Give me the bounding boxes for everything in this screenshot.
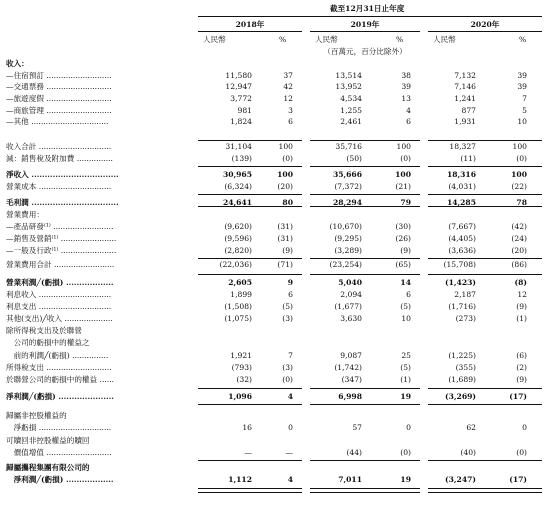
pct-2018: 6 — [288, 117, 293, 126]
pct-2020: 100 — [511, 170, 527, 179]
pct-2019: (21) — [395, 182, 411, 191]
pct-2018: 80 — [282, 198, 293, 207]
pct-2019: (30) — [395, 222, 411, 231]
value-2018: 12,947 — [225, 82, 252, 91]
pct-2020: (0) — [516, 154, 527, 163]
pct-2018: (31) — [277, 234, 293, 243]
pct-2019: (5) — [400, 363, 411, 372]
row-label: 毛利潤 ................................. — [6, 198, 119, 207]
row-label: —旅遊度假 ........................... — [6, 94, 112, 103]
row-label: 營業費用合計 ......................... — [6, 260, 115, 269]
row-label: 價值增值 ........................... — [6, 448, 112, 457]
value-2020: 2,187 — [454, 290, 476, 299]
value-2018: (9,620) — [224, 222, 252, 231]
value-2019: 9,087 — [340, 351, 362, 360]
rule — [310, 140, 420, 141]
value-2019: 35,666 — [332, 170, 362, 179]
value-2018: 981 — [237, 106, 252, 115]
row-label: —產品研發⁽¹⁾ ......................... — [6, 222, 114, 231]
value-2019: 1,255 — [340, 106, 362, 115]
pct-2018: 0 — [288, 423, 293, 432]
value-2020: 18,316 — [446, 170, 476, 179]
value-2020: 14,285 — [446, 198, 476, 207]
row-label: 淨利潤╱(虧損) ..................... — [6, 392, 114, 401]
value-2020: (355) — [455, 363, 476, 372]
pct-2018: 4 — [287, 475, 293, 484]
value-2018: 1,112 — [228, 475, 252, 484]
pct-2020: (9) — [516, 375, 527, 384]
value-2020: (1,423) — [445, 278, 476, 287]
value-2019: 5,040 — [338, 278, 362, 287]
value-2020: (3,247) — [445, 475, 476, 484]
double-rule — [310, 488, 420, 493]
value-2019: (3,289) — [334, 246, 362, 255]
pct-2020: (2) — [516, 363, 527, 372]
pct-2019: 6 — [406, 290, 411, 299]
row-label: 所得稅支出 ........................... — [6, 363, 112, 372]
pct-2019: (1) — [400, 375, 411, 384]
value-2019: 7,011 — [338, 475, 362, 484]
value-2018: (22,036) — [219, 260, 252, 269]
percent-label-2019: % — [396, 35, 404, 44]
pct-2018: (9) — [282, 246, 293, 255]
value-2020: (15,708) — [443, 260, 476, 269]
rule — [428, 140, 542, 141]
value-2020: (40) — [460, 448, 476, 457]
pct-2020: (42) — [511, 222, 527, 231]
value-2018: 1,824 — [230, 117, 252, 126]
pct-2019: (9) — [400, 246, 411, 255]
row-label: 收入合計 .............................. — [6, 142, 112, 151]
value-2019: 6,998 — [338, 392, 362, 401]
year-2020: 2020年 — [470, 20, 500, 29]
pct-2020: 100 — [512, 142, 527, 151]
value-2019: (1,742) — [334, 363, 362, 372]
pct-2019: (65) — [395, 260, 411, 269]
pct-2019: (26) — [395, 234, 411, 243]
value-2020: 7,146 — [454, 82, 476, 91]
value-2019: (347) — [341, 375, 362, 384]
pct-2019: 13 — [401, 94, 411, 103]
rule — [198, 404, 302, 405]
row-label: 收入： — [6, 59, 29, 68]
pct-2019: 10 — [401, 314, 411, 323]
rule — [198, 460, 302, 461]
pct-2018: 37 — [283, 71, 293, 80]
row-label: 公司的虧損中的權益之 — [6, 338, 90, 347]
pct-2020: 5 — [522, 106, 527, 115]
rule — [198, 140, 302, 141]
percent-label-2020: % — [519, 35, 527, 44]
row-label: 利息收入 .............................. — [6, 290, 112, 299]
row-label: 利息支出 .............................. — [6, 302, 112, 311]
pct-2020: (8) — [514, 278, 527, 287]
row-label: 歸屬非控股權益的 — [6, 411, 67, 420]
period-heading: 截至12月31日止年度 — [330, 4, 405, 13]
pct-2018: 7 — [288, 351, 293, 360]
value-2019: 13,514 — [335, 71, 362, 80]
rule — [428, 194, 542, 195]
value-2019: 57 — [352, 423, 362, 432]
rule — [310, 388, 420, 389]
pct-2018: 6 — [288, 290, 293, 299]
pct-2018: 100 — [278, 142, 293, 151]
value-2020: (4,031) — [448, 182, 476, 191]
rule — [310, 258, 420, 259]
value-2020: (11) — [460, 154, 476, 163]
pct-2018: (3) — [282, 314, 293, 323]
pct-2018: (3) — [282, 363, 293, 372]
pct-2018: — — [285, 448, 293, 457]
value-2019: (9,295) — [334, 234, 362, 243]
value-2019: 28,294 — [332, 198, 362, 207]
value-2020: (1,225) — [448, 351, 476, 360]
pct-2019: (0) — [400, 154, 411, 163]
rule — [428, 404, 542, 405]
value-2018: 1,899 — [230, 290, 252, 299]
pct-2020: (0) — [516, 448, 527, 457]
value-2019: 35,716 — [335, 142, 362, 151]
year-2018: 2018年 — [235, 20, 265, 29]
pct-2019: 100 — [396, 142, 411, 151]
rule — [428, 274, 542, 275]
double-rule — [428, 488, 542, 493]
pct-2018: (0) — [282, 154, 293, 163]
pct-2019: 4 — [406, 106, 411, 115]
pct-2019: (5) — [400, 302, 411, 311]
pct-2020: (20) — [511, 246, 527, 255]
value-2020: 7,132 — [454, 71, 476, 80]
pct-2019: 14 — [400, 278, 411, 287]
value-2018: 3,772 — [230, 94, 252, 103]
pct-2019: 19 — [400, 392, 411, 401]
pct-2018: 9 — [287, 278, 293, 287]
row-label: 營業費用： — [6, 210, 44, 219]
pct-2019: 79 — [400, 198, 411, 207]
row-label: 歸屬攜程集團有限公司的 — [6, 463, 90, 472]
pct-2020: (17) — [509, 392, 527, 401]
pct-2019: 0 — [406, 423, 411, 432]
pct-2019: 38 — [401, 71, 411, 80]
value-2018: (1,508) — [224, 302, 252, 311]
value-2019: (23,254) — [329, 260, 362, 269]
pct-2018: 12 — [283, 94, 293, 103]
row-label: —銷售及營銷⁽¹⁾ ....................... — [6, 234, 117, 243]
rule — [198, 388, 302, 389]
row-label: —住宿預訂 ........................... — [6, 71, 112, 80]
value-2019: 4,534 — [340, 94, 362, 103]
pct-2018: 4 — [287, 392, 293, 401]
pct-2018: (5) — [282, 302, 293, 311]
rule — [198, 206, 302, 207]
pct-2020: 0 — [522, 423, 527, 432]
unit-note: （百萬元，百分比除外） — [323, 47, 407, 56]
pct-2020: (17) — [509, 475, 527, 484]
value-2018: 11,580 — [225, 71, 252, 80]
double-rule — [198, 488, 302, 493]
pct-2018: (0) — [282, 375, 293, 384]
pct-2020: 10 — [517, 117, 527, 126]
rule — [198, 258, 302, 259]
value-2020: (3,636) — [448, 246, 476, 255]
year-2019: 2019年 — [350, 20, 380, 29]
value-2018: (2,820) — [224, 246, 252, 255]
pct-2020: 78 — [516, 198, 527, 207]
rule — [198, 194, 302, 195]
value-2018: (139) — [231, 154, 252, 163]
row-label: 淨虧損 .............................. — [6, 423, 112, 432]
value-2020: (3,269) — [445, 392, 476, 401]
value-2020: (7,667) — [448, 222, 476, 231]
row-label: 前的利潤╱(虧損) ............... — [6, 351, 109, 360]
row-label: 除所得稅支出及於聯營 — [6, 326, 82, 335]
pct-2018: (20) — [277, 182, 293, 191]
rule — [310, 194, 420, 195]
value-2018: 1,921 — [230, 351, 252, 360]
year-rule-2020 — [428, 31, 542, 32]
pct-2019: 39 — [401, 82, 411, 91]
rule — [198, 166, 302, 167]
value-2019: 13,952 — [335, 82, 362, 91]
rule — [428, 206, 542, 207]
value-2020: 877 — [461, 106, 476, 115]
value-2019: (7,372) — [334, 182, 362, 191]
pct-2020: (86) — [511, 260, 527, 269]
value-2018: — — [244, 448, 252, 457]
value-2020: 1,241 — [454, 94, 476, 103]
value-2020: (1,716) — [448, 302, 476, 311]
pct-2018: (71) — [277, 260, 293, 269]
value-2018: 31,104 — [225, 142, 252, 151]
value-2019: 2,461 — [340, 117, 362, 126]
rule — [428, 388, 542, 389]
value-2020: (1,689) — [448, 375, 476, 384]
value-2019: 2,094 — [340, 290, 362, 299]
pct-2018: 100 — [277, 170, 293, 179]
rule — [428, 258, 542, 259]
rule — [310, 460, 420, 461]
value-2018: (793) — [231, 363, 252, 372]
row-label: —交通票務 ........................... — [6, 82, 112, 91]
pct-2019: 19 — [400, 475, 411, 484]
value-2019: (1,677) — [334, 302, 362, 311]
value-2018: (32) — [236, 375, 252, 384]
pct-2018: (31) — [277, 222, 293, 231]
row-label: 可贖回非控股權益的贖回 — [6, 436, 90, 445]
value-2018: (9,596) — [224, 234, 252, 243]
value-2018: 24,641 — [222, 198, 252, 207]
pct-2020: (6) — [516, 351, 527, 360]
rule — [428, 460, 542, 461]
row-label: —一般及行政⁽¹⁾ ....................... — [6, 246, 117, 255]
pct-2018: 3 — [288, 106, 293, 115]
value-2018: 30,965 — [222, 170, 252, 179]
value-2018: 16 — [242, 423, 252, 432]
value-2020: 18,327 — [449, 142, 476, 151]
rule — [310, 166, 420, 167]
rule — [428, 166, 542, 167]
row-label: 減：銷售稅及附加費 ............... — [6, 154, 113, 163]
pct-2019: (0) — [400, 448, 411, 457]
pct-2019: 100 — [395, 170, 411, 179]
value-2018: 2,605 — [228, 278, 252, 287]
pct-2020: (22) — [511, 182, 527, 191]
header-rule — [198, 16, 542, 17]
pct-2020: 39 — [517, 82, 527, 91]
currency-label-2019: 人民幣 — [315, 35, 338, 44]
year-rule-2018 — [198, 31, 302, 32]
row-label: 於聯營公司的虧損中的權益 ...... — [6, 375, 115, 384]
pct-2019: 25 — [401, 351, 411, 360]
value-2019: (50) — [346, 154, 362, 163]
row-label: —其他 ................................ — [6, 117, 109, 126]
rule — [310, 206, 420, 207]
row-label: 淨利潤╱(虧損) .................. — [6, 475, 114, 484]
value-2019: (10,670) — [329, 222, 362, 231]
pct-2020: (24) — [511, 234, 527, 243]
value-2019: (44) — [346, 448, 362, 457]
row-label: —商旅管理 ........................... — [6, 106, 112, 115]
value-2019: 3,630 — [340, 314, 362, 323]
pct-2020: 39 — [517, 71, 527, 80]
rule — [310, 274, 420, 275]
value-2020: 62 — [466, 423, 476, 432]
value-2020: (273) — [455, 314, 476, 323]
pct-2019: 6 — [406, 117, 411, 126]
row-label: 營業成本 .............................. — [6, 182, 112, 191]
currency-label-2018: 人民幣 — [203, 35, 226, 44]
value-2018: 1,096 — [228, 392, 252, 401]
pct-2018: 42 — [283, 82, 293, 91]
pct-2020: 7 — [522, 94, 527, 103]
value-2018: (6,324) — [224, 182, 252, 191]
percent-label-2018: % — [279, 35, 287, 44]
rule — [310, 404, 420, 405]
pct-2020: 12 — [517, 290, 527, 299]
rule — [198, 274, 302, 275]
pct-2020: (1) — [516, 314, 527, 323]
value-2018: (1,075) — [224, 314, 252, 323]
row-label: 營業利潤╱(虧損) .................. — [6, 278, 114, 287]
value-2020: (4,405) — [448, 234, 476, 243]
year-rule-2019 — [310, 31, 420, 32]
row-label: 淨收入 ................................. — [6, 170, 119, 179]
pct-2020: (9) — [516, 302, 527, 311]
value-2020: 1,931 — [454, 117, 476, 126]
row-label: 其他(支出)╱收入 .................... — [6, 314, 113, 323]
currency-label-2020: 人民幣 — [433, 35, 456, 44]
